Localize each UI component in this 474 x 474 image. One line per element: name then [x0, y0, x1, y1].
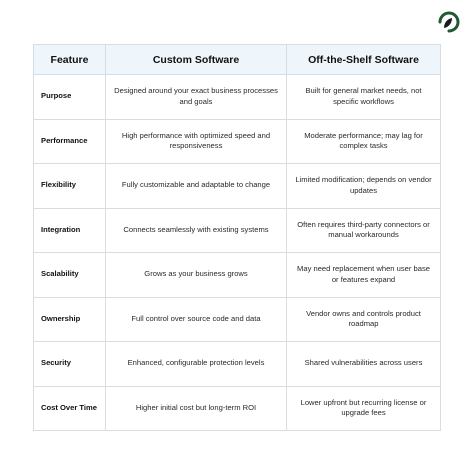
- custom-cell: Connects seamlessly with existing systems: [106, 208, 287, 253]
- off-the-shelf-cell: Vendor owns and controls product roadmap: [287, 297, 441, 342]
- off-the-shelf-cell: Built for general market needs, not specific workflows: [287, 75, 441, 120]
- off-the-shelf-cell: Moderate performance; may lag for complex tasks: [287, 119, 441, 164]
- custom-cell: Fully customizable and adaptable to change: [106, 164, 287, 209]
- off-the-shelf-cell: Lower upfront but recurring license or upgrade fees: [287, 386, 441, 431]
- header-feature: Feature: [34, 45, 106, 75]
- brand-logo-icon: [437, 10, 461, 34]
- table-row: [34, 75, 441, 120]
- off-the-shelf-cell: Shared vulnerabilities across users: [287, 342, 441, 387]
- feature-cell: Flexibility: [34, 164, 106, 209]
- feature-cell: Security: [34, 342, 106, 387]
- table-header-row: [34, 45, 441, 75]
- custom-cell: Grows as your business grows: [106, 253, 287, 298]
- header-off-the-shelf-software: Off-the-Shelf Software: [287, 45, 441, 75]
- custom-cell: Enhanced, configurable protection levels: [106, 342, 287, 387]
- off-the-shelf-cell: May need replacement when user base or features expand: [287, 253, 441, 298]
- feature-cell: Scalability: [34, 253, 106, 298]
- feature-cell: Ownership: [34, 297, 106, 342]
- table-row: [34, 164, 441, 209]
- feature-cell: Cost Over Time: [34, 386, 106, 431]
- off-the-shelf-cell: Limited modification; depends on vendor updates: [287, 164, 441, 209]
- comparison-table: [33, 44, 441, 431]
- custom-cell: Designed around your exact business processes and goals: [106, 75, 287, 120]
- table-row: [34, 253, 441, 298]
- table-row: [34, 386, 441, 431]
- feature-cell: Integration: [34, 208, 106, 253]
- feature-cell: Performance: [34, 119, 106, 164]
- off-the-shelf-cell: Often requires third-party connectors or manual workarounds: [287, 208, 441, 253]
- feature-cell: Purpose: [34, 75, 106, 120]
- table-row: [34, 342, 441, 387]
- custom-cell: Higher initial cost but long-term ROI: [106, 386, 287, 431]
- custom-cell: High performance with optimized speed and responsiveness: [106, 119, 287, 164]
- header-custom-software: Custom Software: [106, 45, 287, 75]
- custom-cell: Full control over source code and data: [106, 297, 287, 342]
- table-row: [34, 297, 441, 342]
- table-row: [34, 119, 441, 164]
- table-row: [34, 208, 441, 253]
